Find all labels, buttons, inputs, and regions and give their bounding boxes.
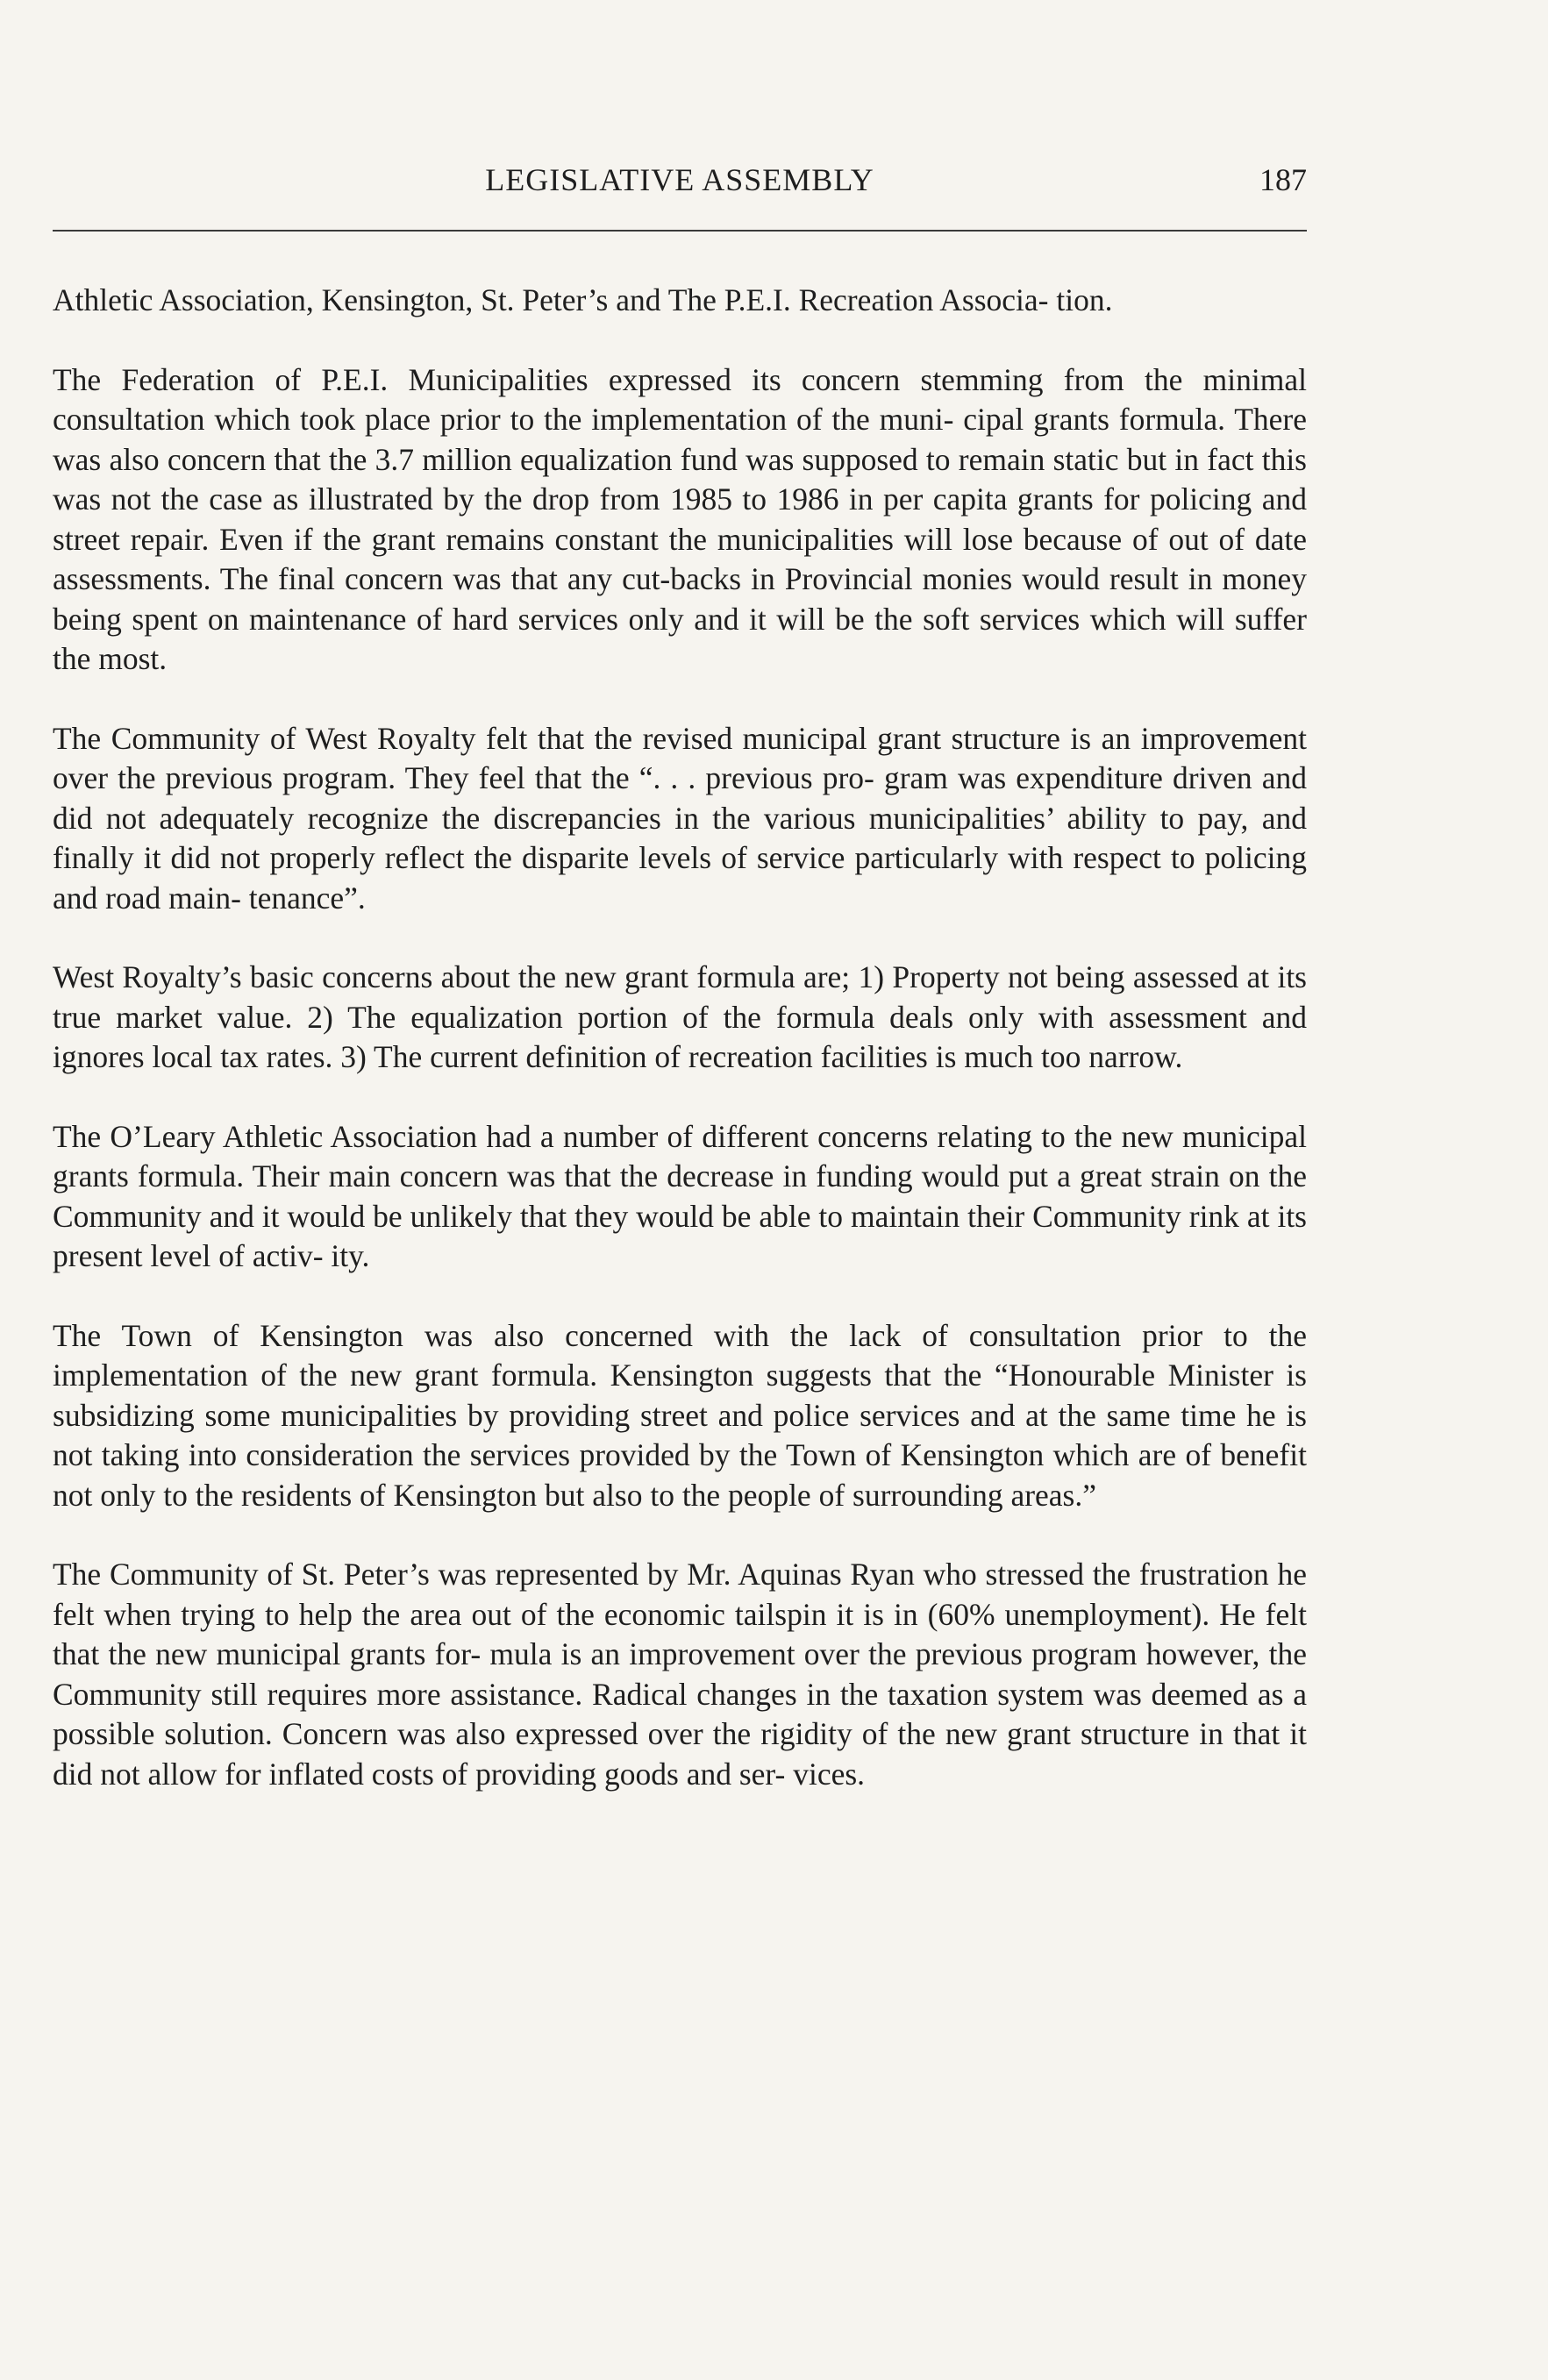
paragraph-2: The Federation of P.E.I. Municipalities expressed its concern stemming from the minimal consultation which took place prior to the implementation of the muni- cipal grants formula. There was also concern that the 3.7 million equalization fund was supposed to remain static but in fact this was not the case as illustrated by the drop from 1985 to 1986 in per capita grants for policing and street repair. Even if the grant remains constant the municipalities will lose because of out of date assessments. The final concern was that any cut-backs in Provincial monies would result in money being spent on maintenance of hard services only and it will be the soft services which will suffer the most. [53, 361, 1307, 676]
running-header [53, 158, 1307, 202]
running-title: LEGISLATIVE ASSEMBLY [485, 162, 874, 197]
paragraph-3: The Community of West Royalty felt that the revised municipal grant structure is an improvement over the previous program. They feel that the “. . . previous pro- gram was expenditure driven and did not adequately recognize the discrepancies in the various municipalities’ ability to pay, and finally it did not properly reflect the disparite levels of service particularly with respect to policing and road main- tenance”. [53, 720, 1307, 916]
body-text [53, 281, 1307, 1834]
paragraph-7: The Community of St. Peter’s was represented by Mr. Aquinas Ryan who stressed the frustration he felt when trying to help the area out of the economic tailspin it is in (60% unemployment). He felt that the new municipal grants for- mula is an improvement over the previous program however, the Community still requires more assistance. Radical changes in the taxation system was deemed as a possible solution. Concern was also expressed over the rigidity of the new grant structure in that it did not allow for inflated costs of providing goods and ser- vices. [53, 1557, 1307, 1792]
paragraph-5: The O’Leary Athletic Association had a number of different concerns relating to the new municipal grants formula. Their main concern was that the decrease in funding would put a great strain on the Community and it would be unlikely that they would be able to maintain their Community rink at its present level of activ- ity. [53, 1118, 1307, 1273]
paragraph-1: Athletic Association, Kensington, St. Peter’s and The P.E.I. Recreation Associa- tion. [53, 282, 1113, 317]
header-rule [53, 230, 1307, 232]
paragraph-4: West Royalty’s basic concerns about the new grant formula are; 1) Property not being assessed at its true market value. 2) The equalization portion of the formula deals only with assessment and ignores local tax rates. 3) The current definition of recreation facilities is much too narrow. [53, 959, 1307, 1074]
page-number: 187 [1259, 162, 1307, 197]
paragraph-6: The Town of Kensington was also concerned with the lack of consultation prior to the implementation of the new grant formula. Kensington suggests that the “Honourable Minister is subsidizing some municipalities by providing street and police services and at the same time he is not taking into consideration the services provided by the Town of Kensington which are of benefit not only to the residents of Kensington but also to the people of surrounding areas.” [53, 1317, 1307, 1513]
